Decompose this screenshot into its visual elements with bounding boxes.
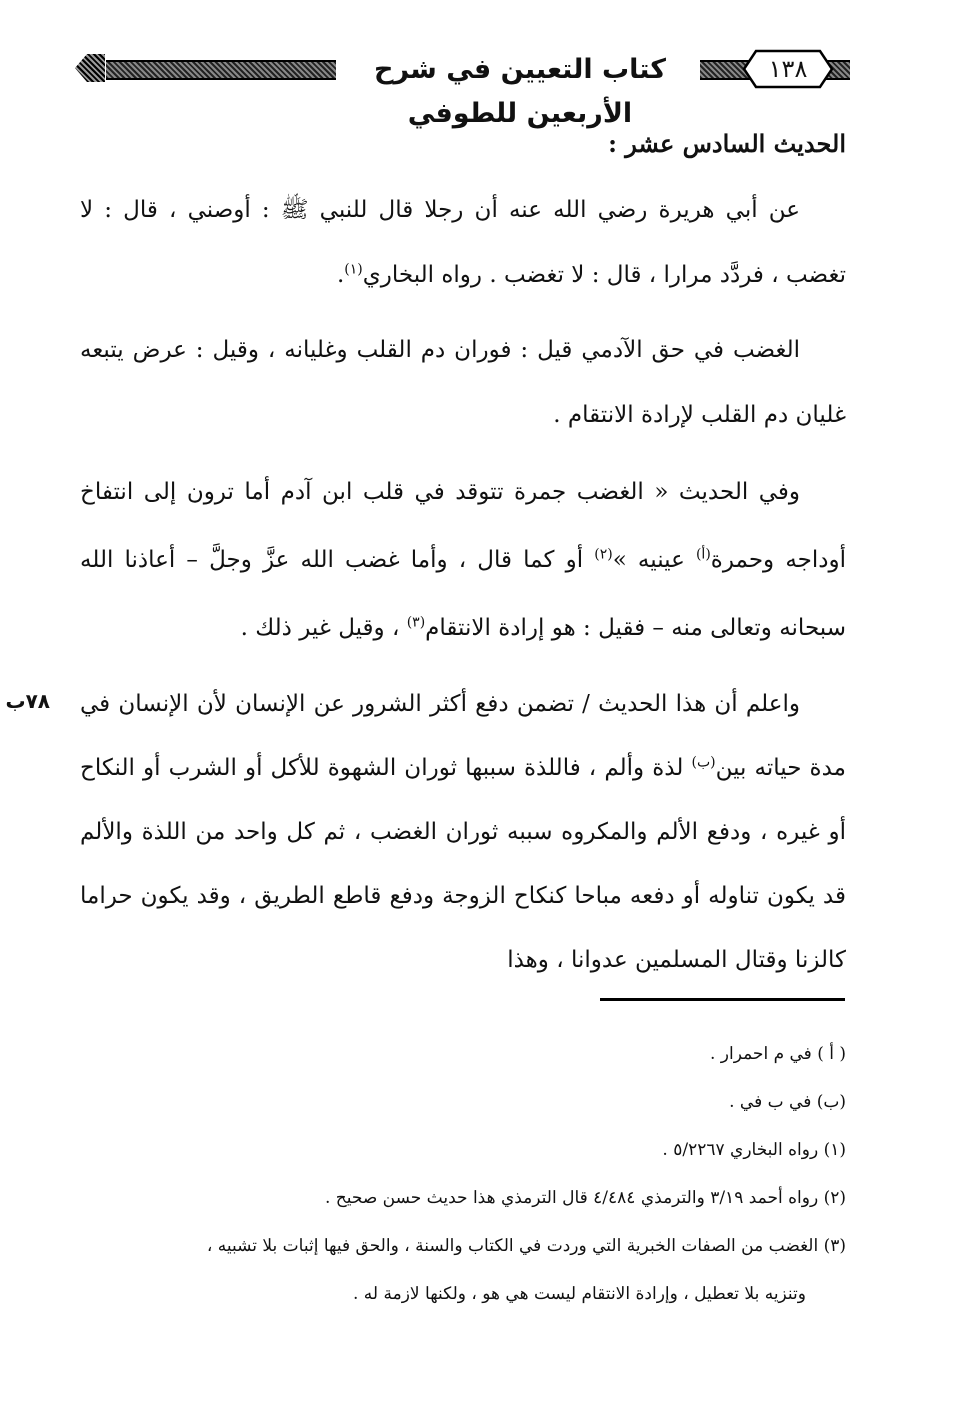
header-ornament-icon bbox=[75, 54, 105, 82]
text-segment: عينيه » bbox=[612, 547, 696, 573]
footnote-3: (٣) الغضب من الصفات الخبرية التي وردت في الكتاب والسنة ، والحق فيها إثبات بلا تشبيه ، bbox=[206, 1236, 846, 1256]
footnote-separator bbox=[600, 998, 845, 1001]
footnote-ref-b: (ب) bbox=[691, 754, 716, 771]
text-segment: واعلم أن هذا الحديث / تضمن دفع أكثر الشرور عن الإنسان لأن الإنسان في مدة حياته بين bbox=[80, 691, 846, 781]
paragraph-anger-definition: الغضب في حق الآدمي قيل : فوران دم القلب وغليانه ، وقيل : عرض يتبعه غليان دم القلب لإرادة الانتقام . bbox=[80, 337, 846, 428]
text-segment: أو كما قال ، وأما غضب الله عزَّ وجلَّ – أعاذنا الله سبحانه وتعالى منه – فقيل : هو إرادة الانتقام bbox=[80, 547, 846, 641]
hadith-text: عن أبي هريرة رضي الله عنه أن رجلا قال للنبي ﷺ : أوصني ، قال : لا تغضب ، فردَّد مرارا ، قال : لا تغضب . رواه البخاري bbox=[80, 197, 846, 288]
footnote-ref-a: (أ) bbox=[695, 546, 711, 563]
manuscript-folio-note: ٧٨ب bbox=[5, 689, 50, 713]
paragraph-commentary bbox=[80, 672, 846, 992]
text-segment: وفي الحديث « الغضب جمرة تتوقد في قلب ابن آدم أما ترون إلى انتفاخ أوداجه وحمرة bbox=[80, 479, 846, 573]
page-header bbox=[70, 48, 850, 129]
footnotes bbox=[160, 1030, 846, 1318]
running-book-title: كتاب التعيين في شرح الأربعين للطوفي bbox=[374, 54, 666, 129]
paragraph-hadith-ember bbox=[80, 458, 846, 662]
page-number-frame bbox=[742, 48, 834, 90]
footnote-3-continued: وتنزيه بلا تعطيل ، وإرادة الانتقام ليست هي هو ، ولكنها لازمة له . bbox=[353, 1284, 806, 1304]
page-number: ١٣٨ bbox=[768, 55, 808, 83]
footnote-ref-2: (٢) bbox=[594, 546, 613, 563]
text-segment: لذة وألم ، فاللذة سببها ثوران الشهوة للأكل أو الشرب أو النكاح أو غيره ، ودفع الألم والمكروه سببه ثوران الغضب ، ثم كل واحد من اللذة والألم قد يكون تناوله أو دفعه مباحا كنكاح الزوجة ودفع قاطع الطريق ، وقد يكون حراما كالزنا وقتال المسلمين عدوانا ، وهذا bbox=[80, 755, 846, 973]
hadith-heading: الحديث السادس عشر : bbox=[608, 129, 846, 158]
header-ornament-band-left bbox=[106, 60, 336, 80]
footnote-ref-3: (٣) bbox=[406, 614, 426, 631]
hadith-text-end: . bbox=[336, 262, 345, 288]
footnote-1: (١) رواه البخاري ٥/٢٢٦٧ . bbox=[662, 1140, 846, 1160]
body-text bbox=[80, 178, 846, 992]
paragraph-hadith-text bbox=[80, 178, 846, 308]
text-segment: ، وقيل غير ذلك . bbox=[240, 615, 407, 641]
footnote-b: (ب) في ب في . bbox=[729, 1092, 846, 1112]
footnote-2: (٢) رواه أحمد ٣/١٩ والترمذي ٤/٤٨٤ قال الترمذي هذا حديث حسن صحيح . bbox=[324, 1188, 846, 1208]
footnote-ref-1: (١) bbox=[344, 261, 363, 278]
footnote-a: ( أ ) في م احمرار . bbox=[709, 1044, 846, 1064]
